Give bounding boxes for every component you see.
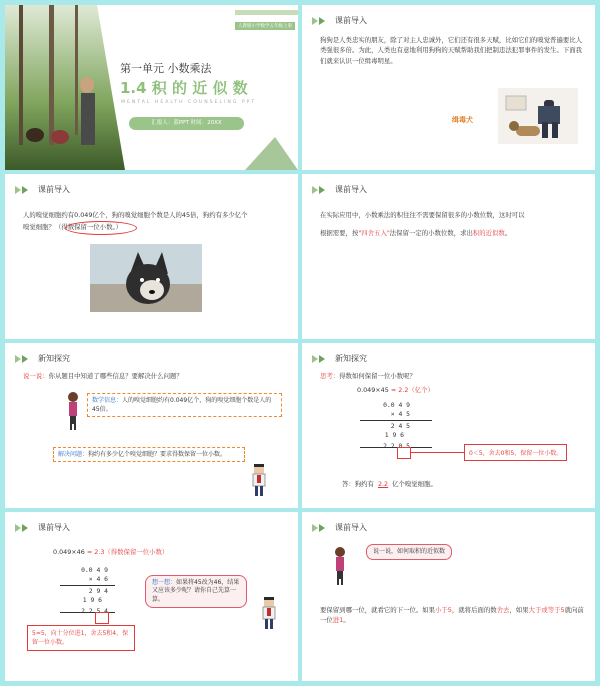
digit-highlight-box [397,447,411,459]
problem-line-2: 嗅觉细胞？（得数保留一位小数。） [23,223,123,231]
teacher-figure-icon [65,391,81,435]
slide-explore-info[interactable] [5,343,298,508]
pointer-line [410,452,464,453]
calc-rule-1 [360,420,432,421]
calc-rule-2 [360,447,432,448]
calc-rule-1 [60,585,115,586]
highlight-oval [65,221,137,235]
rounding-line-1: 在实际应用中，小数乘法的积往往不需要保留很多的小数位数，这时可以 [320,211,525,219]
digit-highlight-box [95,612,109,624]
slide-summary[interactable] [302,512,595,681]
chevron-icon [312,17,325,25]
teacher-figure-icon [332,546,348,590]
equation: 0.049×45 ≈ 2.2（亿个） [357,386,434,394]
slide-explore-calc[interactable] [302,343,595,508]
police-dog-image [498,88,578,144]
slide-title[interactable] [5,5,298,170]
student-figure-icon [261,596,277,634]
problem-line-1: 人的嗅觉细胞约有0.049亿个，狗的嗅觉细胞个数是人的45倍，狗约有多少亿个 [23,211,248,219]
unit-title: 第一单元 小数乘法 [120,62,212,75]
slide-problem[interactable] [5,174,298,339]
author-bar: 汇报人：蓝PPT 时间：20XX [129,117,244,130]
speech-bubble: 说一说，如何取积的近似数 [366,544,452,560]
slide-rounding-intro[interactable] [302,174,595,339]
chevron-icon [312,186,325,194]
slide-intro-dog[interactable] [302,5,595,170]
slide-header: 课前导入 [312,522,367,533]
student-figure-icon [251,463,267,501]
think-prompt: 思考：得数如何保留一位小数呢？ [320,372,416,380]
chevron-icon [312,355,325,363]
chevron-icon [15,355,28,363]
page-title: 1.4 积 的 近 似 数 [120,79,248,97]
chevron-icon [15,186,28,194]
think-bubble: 想一想：如果将45改为46，结果又应该多少呢？请你自己先算一算。 [145,575,247,608]
slide-header: 课前导入 [15,184,70,195]
husky-photo [90,244,202,312]
chevron-icon [312,524,325,532]
answer-line: 答：狗约有 2.2 亿个嗅觉细胞。 [342,480,437,488]
summary-text: 要保留到哪一位，就看它的下一位。如果小于5，就将后面的数舍去，如果大于或等于5就向前一位进1。 [320,606,584,625]
dog-caption: 缉毒犬 [452,116,473,124]
chevron-icon [15,524,28,532]
problem-box: 解决问题：狗约有多少亿个嗅觉细胞？要求得数保留一位小数。 [53,447,245,462]
discuss-prompt: 说一说：你从题目中知道了哪些信息？要解决什么问题？ [23,372,183,380]
subtitle: MENTAL HEALTH COUNSELING PPT [121,100,257,105]
rounding-note: 0＜5，舍去0和5，保留一位小数。 [464,444,567,461]
slide-header: 课前导入 [312,184,367,195]
equation: 0.049×46 ≈ 2.3（得数保留一位小数） [53,548,169,556]
info-box: 数学信息：人的嗅觉细胞约有0.049亿个，狗的嗅觉细胞个数是人的45倍。 [87,393,282,417]
badge: 人教版小学数学五年级上册 [235,22,295,30]
vertical-calc: 0.0 4 9 × 4 5 2 4 5 1 9 6 [383,401,410,439]
vertical-calc: 0.0 4 9 × 4 6 2 9 4 1 9 6 [81,566,108,604]
slide-header: 课前导入 [15,522,70,533]
intro-paragraph: 狗狗是人类忠实的朋友，除了对主人忠诚外，它们还有很多天赋，比如它们的嗅觉普遍要比人类强很多倍。为此，人类也有意地利用狗狗的天赋帮助我们把制违法犯罪事件的发生。下面我们就来认识一位缉毒明星。 [320,36,583,65]
slide-header: 新知探究 [15,353,70,364]
slide-header: 新知探究 [312,353,367,364]
slide-header: 课前导入 [312,15,367,26]
rounding-note: 5=5，向十分位进1，舍去5和4，保留一位小数。 [27,625,135,651]
rounding-line-2: 根据需要，按"四舍五入"法保留一定的小数位数，求出积的近似数。 [320,229,512,237]
slide-practice[interactable] [5,512,298,681]
